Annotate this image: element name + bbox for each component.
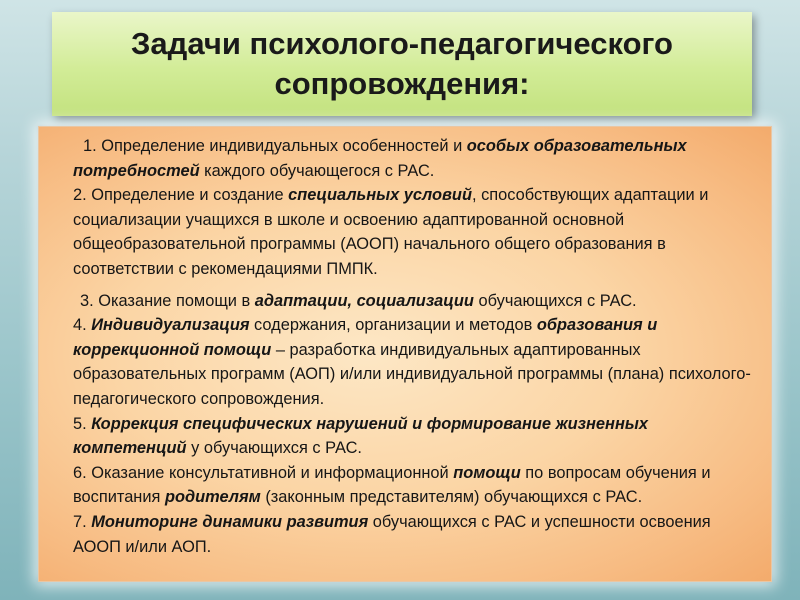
- task-7-text-a: 7.: [73, 512, 92, 531]
- task-4-emphasis-a: Индивидуализация: [91, 316, 250, 335]
- task-4-emphasis-b: образования и коррекционной помощи: [73, 316, 658, 359]
- title-line-2: сопровождения:: [274, 66, 530, 101]
- task-4-text-b: содержания, организации и методов: [249, 316, 537, 335]
- title-line-1: Задачи психолого-педагогического: [131, 26, 673, 61]
- task-4-text-c: – разработка индивидуальных адаптированных образовательных программ (АОП) и/или индивидуальной программы (плана) психолого-педагогического сопровождения.: [73, 340, 751, 408]
- task-1-emphasis: особых образовательных потребностей: [73, 137, 687, 180]
- task-item-3: [73, 289, 763, 314]
- task-6-text-a: 6. Оказание консультативной и информационной: [73, 463, 454, 482]
- task-3-text-b: обучающихся с РАС.: [473, 291, 637, 310]
- task-item-5: [73, 412, 763, 461]
- task-5-text-a: 5.: [73, 414, 92, 433]
- task-5-emphasis: Коррекция специфических нарушений и формирование жизненных компетенций: [73, 414, 648, 458]
- task-6-emphasis-a: помощи: [453, 463, 521, 482]
- title-banner: [52, 12, 752, 116]
- tasks-list: [73, 134, 763, 559]
- task-7-emphasis: Мониторинг динамики развития: [91, 512, 369, 531]
- task-3-emphasis: адаптации, социализации: [254, 291, 474, 310]
- task-item-7: [73, 510, 763, 559]
- task-item-1: [73, 134, 763, 183]
- task-1-text-a: 1. Определение индивидуальных особенностей и: [83, 137, 467, 155]
- task-7-text-b: обучающихся с РАС и успешности освоения АООП и/или АОП.: [73, 512, 711, 556]
- task-2-text-b: , способствующих адаптации и социализации учащихся в школе и освоению адаптированной основной общеобразовательной программы (АООП) начального общего образования в соответствии с рекомендациями ПМПК.: [73, 186, 709, 278]
- task-4-text-a: 4.: [73, 316, 92, 335]
- task-2-text-a: 2. Определение и создание: [73, 186, 289, 205]
- task-6-emphasis-b: родителям: [164, 488, 261, 507]
- task-6-text-b: по вопросам обучения и воспитания: [73, 463, 711, 507]
- task-3-text-a: 3. Оказание помощи в: [80, 291, 255, 310]
- task-item-4: [73, 313, 763, 411]
- tasks-panel: [38, 126, 772, 582]
- task-2-emphasis: специальных условий: [288, 186, 472, 205]
- task-6-text-c: (законным представителям) обучающихся с РАС.: [260, 488, 643, 507]
- task-item-2: [73, 183, 763, 281]
- task-5-text-b: у обучающихся с РАС.: [186, 439, 362, 458]
- task-1-text-b: каждого обучающегося с РАС.: [199, 161, 435, 180]
- task-item-6: [73, 461, 763, 510]
